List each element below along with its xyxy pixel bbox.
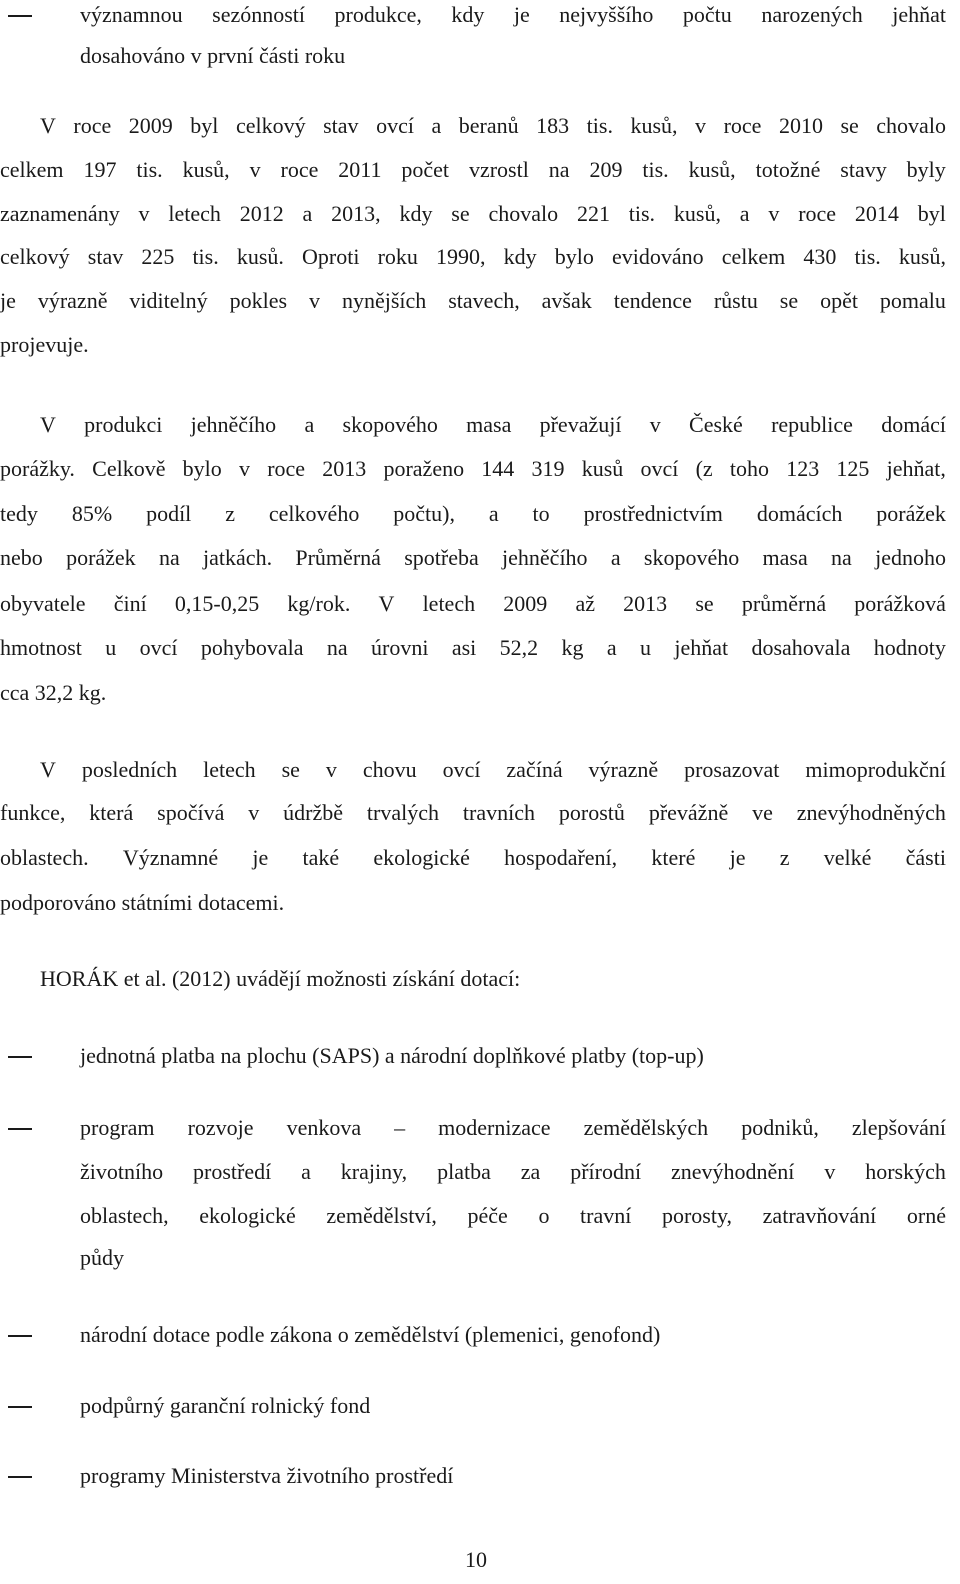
word: se <box>779 288 799 313</box>
word: letech <box>168 201 221 226</box>
paragraph-line <box>0 155 946 185</box>
word: Celkově <box>92 456 166 481</box>
bullet-line <box>80 1113 946 1143</box>
word: a <box>301 1159 311 1184</box>
word: celkem <box>0 157 64 182</box>
word: počtu <box>682 2 732 27</box>
word: tedy <box>0 501 38 526</box>
word: v <box>249 157 261 182</box>
paragraph-line <box>0 755 946 785</box>
word: zemědělství, <box>326 1203 437 1228</box>
word: 2009 <box>128 113 173 138</box>
bullet-line: dosahováno v první části roku <box>80 43 346 68</box>
word: znevýhodnění <box>671 1159 795 1184</box>
word: 2013 <box>623 591 668 616</box>
word: 197 <box>83 157 117 182</box>
paragraph-line <box>0 454 946 484</box>
word: znevýhodněných <box>796 800 946 825</box>
word: porážky. <box>0 456 75 481</box>
word: venkova <box>286 1115 362 1140</box>
word: roku <box>377 244 418 269</box>
word: ovcí <box>139 635 178 660</box>
word: masa <box>762 545 808 570</box>
bullet-dash <box>8 1056 32 1058</box>
word: z <box>225 501 235 526</box>
word: 2014 <box>854 201 899 226</box>
word: se <box>281 757 300 782</box>
word: na <box>831 545 852 570</box>
word: 2012 <box>239 201 284 226</box>
word: roce <box>723 113 762 138</box>
word: péče <box>467 1203 508 1228</box>
word: v <box>248 800 260 825</box>
word: u <box>105 635 117 660</box>
paragraph-line <box>0 543 946 573</box>
word: hodnoty <box>873 635 946 660</box>
word: platba <box>437 1159 491 1184</box>
word: spočívá <box>157 800 225 825</box>
word: se <box>451 201 470 226</box>
word: činí <box>113 591 147 616</box>
word: jehněčího <box>190 412 277 437</box>
word: jatkách. <box>203 545 273 570</box>
word: roce <box>73 113 112 138</box>
word: beranů <box>458 113 519 138</box>
paragraph-line: HORÁK et al. (2012) uvádějí možnosti získání dotací: <box>40 966 521 991</box>
paragraph-line <box>0 410 946 440</box>
word: tendence <box>613 288 692 313</box>
word: které <box>651 845 696 870</box>
word: je <box>729 845 746 870</box>
word: krajiny, <box>340 1159 408 1184</box>
word: funkce, <box>0 800 66 825</box>
word: kdy <box>451 2 485 27</box>
word: skopového <box>342 412 438 437</box>
word: je <box>252 845 269 870</box>
word: chovalo <box>488 201 559 226</box>
word: celkového <box>268 501 360 526</box>
word: 2010 <box>778 113 823 138</box>
word: (z <box>695 456 713 481</box>
word: pomalu <box>879 288 946 313</box>
word: nejvyššího <box>559 2 654 27</box>
word: rozvoje <box>187 1115 254 1140</box>
paragraph-line <box>0 286 946 316</box>
word: horských <box>865 1159 946 1184</box>
word: republice <box>771 412 853 437</box>
word: v <box>239 456 250 481</box>
word: domácích <box>756 501 843 526</box>
word: významnou <box>80 2 183 27</box>
word: Významné <box>122 845 219 870</box>
word: zatravňování <box>762 1203 877 1228</box>
word: a <box>304 412 315 437</box>
word: posledních <box>81 757 178 782</box>
word: bylo <box>554 244 594 269</box>
paragraph-line <box>0 843 946 873</box>
paragraph-line: projevuje. <box>0 332 89 357</box>
word: počet <box>401 157 450 182</box>
word: podíl <box>146 501 192 526</box>
word: tis. <box>628 201 656 226</box>
word: 2009 <box>503 591 548 616</box>
bullet-line: programy Ministerstva životního prostředí <box>80 1463 454 1488</box>
word: nynějších <box>341 288 427 313</box>
paragraph-line <box>0 589 946 619</box>
word: jehňat, <box>886 456 946 481</box>
word: v <box>824 1159 836 1184</box>
word: na <box>326 635 348 660</box>
word: opět <box>820 288 858 313</box>
word: prostředí <box>193 1159 272 1184</box>
word: se <box>695 591 714 616</box>
word: kusů, <box>182 157 230 182</box>
page-number: 10 <box>465 1547 487 1572</box>
word: nebo <box>0 545 43 570</box>
word: program <box>80 1115 155 1140</box>
word: 52,2 <box>499 635 539 660</box>
word: dosahovala <box>751 635 851 660</box>
word: 85% <box>71 501 113 526</box>
word: V <box>40 412 56 437</box>
word: Oproti <box>302 244 360 269</box>
word: 1990, <box>436 244 486 269</box>
word: jehněčího <box>502 545 588 570</box>
word: byly <box>906 157 946 182</box>
word: bylo <box>182 456 222 481</box>
bullet-line: jednotná platba na plochu (SAPS) a národní doplňkové platby (top-up) <box>80 1043 704 1068</box>
word: v <box>138 201 150 226</box>
word: viditelný <box>129 288 208 313</box>
word: začíná <box>506 757 563 782</box>
word: podniků, <box>741 1115 819 1140</box>
word: porosty, <box>661 1203 733 1228</box>
word: stavy <box>840 157 887 182</box>
bullet-line: půdy <box>80 1245 124 1270</box>
word: domácí <box>881 412 946 437</box>
word: prostřednictvím <box>583 501 723 526</box>
word: vzrostl <box>468 157 529 182</box>
word: orné <box>906 1203 946 1228</box>
word: jednoho <box>875 545 946 570</box>
word: velké <box>823 845 872 870</box>
word: V <box>378 591 395 616</box>
word: produkci <box>84 412 163 437</box>
bullet-line <box>80 0 946 30</box>
word: kdy <box>399 201 433 226</box>
word: a <box>431 113 442 138</box>
word: celkový <box>0 244 70 269</box>
word: a <box>610 545 621 570</box>
word: kusů, <box>898 244 946 269</box>
word: porostů <box>558 800 625 825</box>
word: obyvatele <box>0 591 86 616</box>
word: zaznamenány <box>0 201 120 226</box>
word: tis. <box>642 157 669 182</box>
paragraph-line <box>0 798 946 828</box>
word: byl <box>917 201 946 226</box>
word: avšak <box>541 288 592 313</box>
word: oblastech. <box>0 845 89 870</box>
word: jehňat <box>674 635 729 660</box>
word: skopového <box>643 545 740 570</box>
word: kdy <box>503 244 537 269</box>
word: 2013 <box>322 456 367 481</box>
word: modernizace <box>438 1115 551 1140</box>
word: výrazně <box>588 757 659 782</box>
word: růstu <box>713 288 758 313</box>
word: ekologické <box>199 1203 296 1228</box>
word: tis. <box>586 113 613 138</box>
word: z <box>779 845 790 870</box>
word: úrovni <box>371 635 429 660</box>
word: prosazovat <box>684 757 780 782</box>
word: 430 <box>803 244 837 269</box>
word: kg/rok. <box>287 591 351 616</box>
paragraph-line <box>0 499 946 529</box>
word: na <box>158 545 180 570</box>
word: u <box>639 635 651 660</box>
paragraph-line <box>0 242 946 272</box>
bullet-dash <box>8 15 32 17</box>
word: masa <box>466 412 512 437</box>
word: hospodaření, <box>504 845 618 870</box>
word: V <box>40 113 56 138</box>
word: tis. <box>192 244 219 269</box>
word: poraženo <box>383 456 465 481</box>
word: chovalo <box>876 113 946 138</box>
word: 319 <box>531 456 565 481</box>
word: ekologické <box>373 845 470 870</box>
word: stavech, <box>448 288 520 313</box>
word: spotřeba <box>404 545 479 570</box>
word: 0,15-0,25 <box>174 591 260 616</box>
word: roce <box>280 157 319 182</box>
word: převážně <box>648 800 729 825</box>
paragraph-line <box>0 199 946 229</box>
word: travní <box>580 1203 632 1228</box>
word: ve <box>752 800 773 825</box>
bullet-dash <box>8 1128 32 1130</box>
word: zemědělských <box>583 1115 709 1140</box>
word: roce <box>798 201 837 226</box>
word: zlepšování <box>851 1115 946 1140</box>
word: na <box>548 157 570 182</box>
word: 2013, <box>331 201 381 226</box>
word: se <box>840 113 859 138</box>
word: České <box>689 412 743 437</box>
word: 123 <box>786 456 820 481</box>
word: části <box>905 845 946 870</box>
word: kusů, <box>673 201 721 226</box>
word: v <box>325 757 337 782</box>
word: a <box>302 201 313 226</box>
word: je <box>0 288 16 313</box>
word: kusů. <box>236 244 284 269</box>
word: je <box>513 2 530 27</box>
word: v <box>309 288 320 313</box>
word: za <box>520 1159 541 1184</box>
word: evidováno <box>611 244 704 269</box>
word: 209 <box>589 157 623 182</box>
word: narozených <box>761 2 863 27</box>
word: produkce, <box>334 2 422 27</box>
word: stav <box>323 113 359 138</box>
word: výrazně <box>37 288 108 313</box>
word: kg <box>561 635 584 660</box>
word: byl <box>190 113 219 138</box>
word: v <box>649 412 661 437</box>
word: přírodní <box>570 1159 642 1184</box>
word: V <box>40 757 56 782</box>
word: pohybovala <box>200 635 304 660</box>
word: porážek <box>876 501 946 526</box>
word: a <box>606 635 617 660</box>
word: v <box>768 201 780 226</box>
word: Průměrná <box>295 545 381 570</box>
word: to <box>532 501 550 526</box>
bullet-line <box>80 1157 946 1187</box>
word: průměrná <box>741 591 827 616</box>
word: o <box>538 1203 550 1228</box>
word: jehňat <box>892 2 946 27</box>
word: 125 <box>836 456 870 481</box>
word: 221 <box>576 201 610 226</box>
paragraph-line <box>0 111 946 141</box>
word: tis. <box>136 157 163 182</box>
word: travních <box>462 800 536 825</box>
paragraph-line <box>0 633 946 663</box>
word: a <box>739 201 750 226</box>
word: a <box>488 501 499 526</box>
word: převažují <box>539 412 622 437</box>
word: 183 <box>536 113 570 138</box>
word: ovcí <box>640 456 679 481</box>
word: 2011 <box>338 157 382 182</box>
word: asi <box>451 635 477 660</box>
paragraph-line: cca 32,2 kg. <box>0 680 107 705</box>
bullet-line <box>80 1201 946 1231</box>
word: porážek <box>66 545 136 570</box>
paragraph-line: podporováno státními dotacemi. <box>0 890 285 915</box>
word: údržbě <box>283 800 344 825</box>
word: 144 <box>481 456 515 481</box>
word: až <box>575 591 595 616</box>
word: porážková <box>854 591 946 616</box>
word: roce <box>267 456 306 481</box>
word: sezónností <box>212 2 306 27</box>
word: celkový <box>235 113 306 138</box>
word: ovcí <box>376 113 414 138</box>
word: mimoprodukční <box>805 757 946 782</box>
bullet-dash <box>8 1335 32 1337</box>
word: počtu), <box>393 501 455 526</box>
word: totožné <box>755 157 821 182</box>
word: toho <box>729 456 769 481</box>
word: letech <box>422 591 476 616</box>
word: celkem <box>721 244 786 269</box>
word: také <box>302 845 340 870</box>
word: chovu <box>362 757 417 782</box>
bullet-dash <box>8 1476 32 1478</box>
word: hmotnost <box>0 635 82 660</box>
word: kusů <box>581 456 624 481</box>
word: životního <box>80 1159 164 1184</box>
word: 225 <box>141 244 175 269</box>
word: kusů, <box>630 113 678 138</box>
bullet-line: podpůrný garanční rolnický fond <box>80 1393 371 1418</box>
word: v <box>695 113 707 138</box>
word: ovcí <box>442 757 481 782</box>
word: kusů, <box>688 157 736 182</box>
word: která <box>89 800 134 825</box>
bullet-dash <box>8 1406 32 1408</box>
word: oblastech, <box>80 1203 169 1228</box>
word: – <box>394 1115 406 1140</box>
word: stav <box>87 244 124 269</box>
bullet-line: národní dotace podle zákona o zemědělství (plemenici, genofond) <box>80 1322 661 1347</box>
word: trvalých <box>366 800 440 825</box>
word: tis. <box>854 244 881 269</box>
word: letech <box>203 757 256 782</box>
word: pokles <box>229 288 288 313</box>
